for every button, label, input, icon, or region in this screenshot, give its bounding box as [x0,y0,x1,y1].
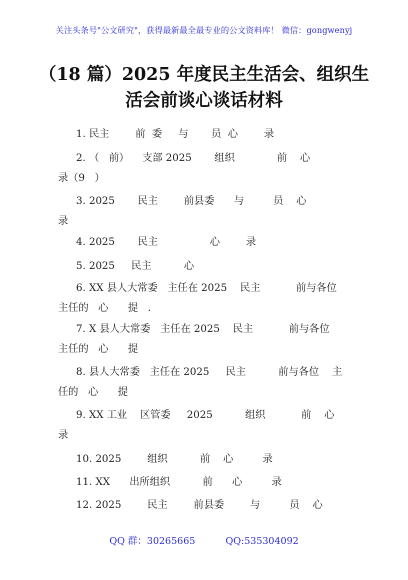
header-note: 关注头条号"公文研究"，获得最新最全最专业的公文资料库！ 微信：gongwenyj [55,25,353,35]
toc-entry-3-line-2: 录 [58,216,69,227]
toc-entry-9-line-2: 录 [58,430,69,441]
toc-entry-2-line-2: 录（9 ） [58,173,105,184]
toc-entry-1-line-1: 1. 民主 前 委 与 员 心 录 [76,129,275,140]
toc-entry-6-line-1: 6. XX 县人大常委 主任在 2025 民主 前与各位 [76,283,337,294]
document-title [0,62,408,114]
document-title-line-2: 活会前谈心谈话材料 [125,91,283,111]
toc-entry-2-line-1: 2. （ 前） 支部 2025 组织 前 心 [76,153,311,164]
toc-entry-8-line-1: 8. 县人大常委 主任在 2025 民主 前与各位 主 [76,367,343,378]
toc-entry-11-line-1: 11. XX 出所组织 前 心 录 [76,477,282,488]
toc-entry-4-line-1: 4. 2025 民主 心 录 [76,237,257,248]
toc-entry-5-line-1: 5. 2025 民主 心 [76,261,195,272]
toc-entry-7-line-1: 7. X 县人大常委 主任在 2025 民主 前与各位 [76,324,330,335]
toc-entry-12-line-1: 12. 2025 民主 前县委 与 员 心 [76,500,323,511]
toc-entry-10-line-1: 10. 2025 组织 前 心 录 [76,454,273,465]
toc-entry-7-line-2: 主任的 心 提 [58,344,139,355]
toc-entry-3-line-1: 3. 2025 民主 前县委 与 员 心 [76,196,307,207]
toc-entry-9-line-1: 9. XX 工业 区管委 2025 组织 前 心 [76,410,335,421]
document-title-line-1: （18 篇）2025 年度民主生活会、组织生 [38,65,370,85]
toc-entry-6-line-2: 主任的 心 提 . [58,303,152,314]
toc-entry-8-line-2: 任的 心 提 [58,387,128,398]
footer-note: QQ 群：30265665 QQ:535304092 [109,536,299,547]
